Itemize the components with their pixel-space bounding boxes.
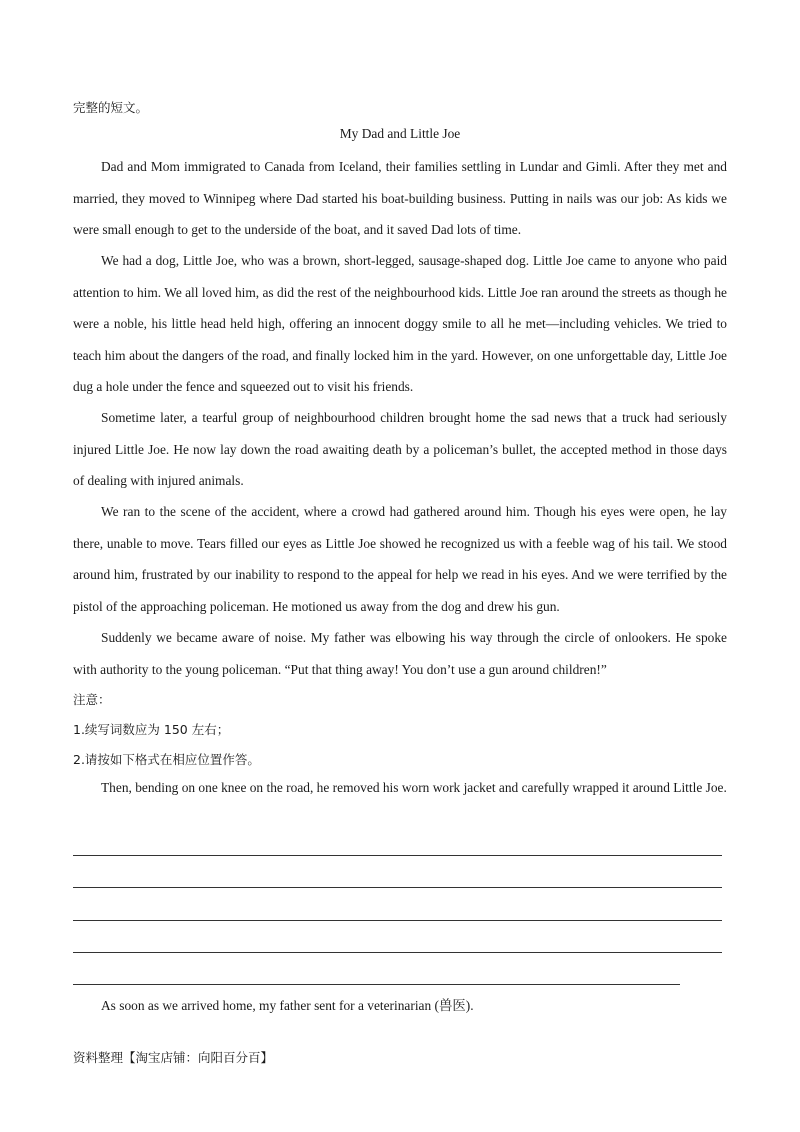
answer-line bbox=[73, 984, 680, 985]
note-item-2: 2.请按如下格式在相应位置作答。 bbox=[73, 752, 260, 767]
story-paragraph-2: We had a dog, Little Joe, who was a brown, short-legged, sausage-shaped dog. Little Joe came to anyone who paid attention to him. We all loved him, as did the rest of the neighbourhood kids. Little Joe ran around the streets as though he were a noble, his little head held high, offering an innocent doggy smile to all he met—including vehicles. We tried to teach him about the dangers of the road, and finally locked him in the yard. However, on one unforgettable day, Little Joe dug a hole under the fence and squeezed out to visit his friends. bbox=[73, 253, 727, 395]
note-item-1: 1.续写词数应为 150 左右； bbox=[73, 722, 230, 737]
story-paragraph-1: Dad and Mom immigrated to Canada from Iceland, their families settling in Lundar and Gimli. After they met and married, they moved to Winnipeg where Dad started his boat-building business. Putting in nails was our job: As kids we were small enough to get to the underside of the boat, and it saved Dad lots of time. bbox=[73, 159, 727, 238]
answer-line bbox=[73, 887, 722, 888]
story-paragraph-4: We ran to the scene of the accident, where a crowd had gathered around him. Though his eyes were open, he lay there, unable to move. Tears filled our eyes as Little Joe showed he recognized us with a feeble wag of his tail. We stood around him, frustrated by our inability to respond to the appeal for help we read in his eyes. And we were terrified by the pistol of the approaching policeman. He motioned us away from the dog and drew his gun. bbox=[73, 504, 727, 614]
intro-fragment: 完整的短文。 bbox=[73, 100, 149, 115]
footer-source-note: 资料整理【淘宝店铺：向阳百分百】 bbox=[73, 1050, 274, 1065]
story-title: My Dad and Little Joe bbox=[339, 126, 461, 141]
story-paragraph-5: Suddenly we became aware of noise. My father was elbowing his way through the circle of onlookers. He spoke with authority to the young policeman. “Put that thing away! You don’t use a gun around children!” bbox=[73, 630, 727, 677]
answer-line bbox=[73, 952, 722, 953]
answer-line bbox=[73, 920, 722, 921]
story-paragraph-3: Sometime later, a tearful group of neighbourhood children brought home the sad news that a truck had seriously injured Little Joe. He now lay down the road awaiting death by a policeman’s bullet, the accepted method in those days of dealing with injured animals. bbox=[73, 410, 727, 489]
continuation-prompt-2: As soon as we arrived home, my father sent for a veterinarian (兽医). bbox=[101, 998, 474, 1013]
continuation-prompt-1: Then, bending on one knee on the road, he removed his worn work jacket and carefully wrapped it around Little Joe. bbox=[101, 780, 727, 795]
answer-line bbox=[73, 855, 722, 856]
notes-heading: 注意： bbox=[73, 692, 111, 707]
